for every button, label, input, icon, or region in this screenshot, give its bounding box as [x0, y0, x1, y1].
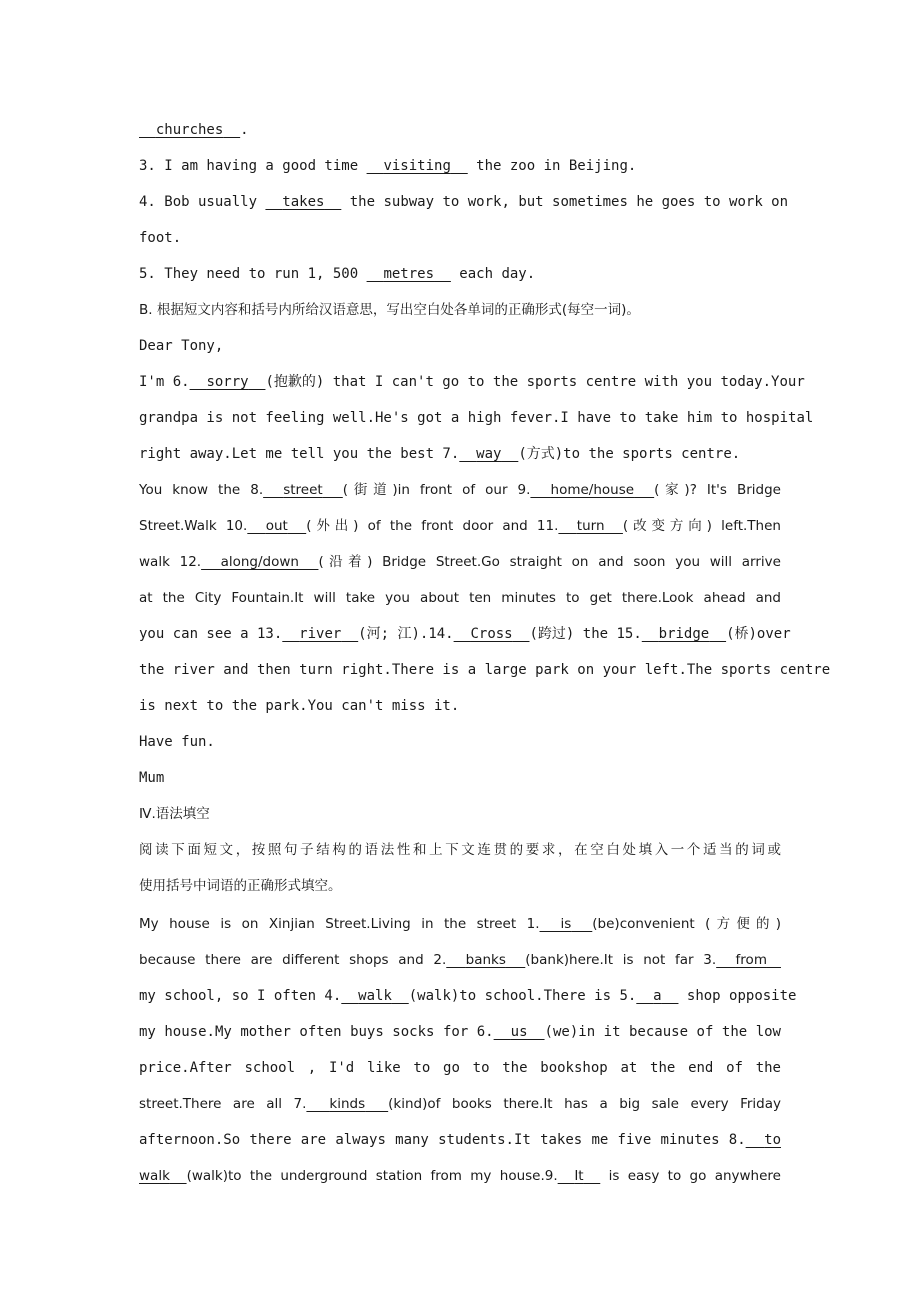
answer-blank: metres: [383, 266, 435, 282]
text-line: you can see a 13. river (河; 江).14. Cross (跨过) the 15. bridge (桥)over: [139, 626, 791, 642]
instruction-text: 使用括号中词语的正确形式填空。: [139, 878, 342, 894]
text-line: my house.My mother often buys socks for 6. us (we)in it because of the low: [139, 1024, 781, 1040]
text-line: I'm 6. sorry (抱歉的) that I can't go to the sports centre with you today.Your: [139, 374, 805, 390]
letter-closing: Have fun.: [139, 734, 215, 750]
text-line: because there are different shops and 2. banks (bank)here.It is not far 3. from: [139, 950, 781, 970]
letter-greeting: Dear Tony,: [139, 338, 224, 354]
instruction-text: 阅读下面短文，按照句子结构的语法性和上下文连贯的要求，在空白处填入一个适当的词或: [139, 842, 781, 858]
text-line: grandpa is not feeling well.He's got a high fever.I have to take him to hospital: [139, 410, 814, 426]
text-line: at the City Fountain.It will take you about ten minutes to get there.Look ahead and: [139, 590, 781, 606]
answer-blank: street: [283, 482, 323, 498]
answer-blank: home/house: [550, 482, 635, 498]
answer-blank: Cross: [470, 626, 513, 642]
text-line: You know the 8. street (街道)in front of our 9. home/house (家)? It's Bridge: [139, 482, 781, 498]
text-line: Street.Walk 10. out (外出) of the front door and 11. turn (改变方向) left.Then: [139, 518, 781, 534]
answer-blank: bridge: [658, 626, 710, 642]
text-line: is next to the park.You can't miss it.: [139, 698, 460, 714]
text-line: churches .: [139, 120, 781, 140]
text-line: afternoon.So there are always many students.It takes me five minutes 8. to: [139, 1132, 781, 1148]
answer-blank: along/down: [220, 554, 299, 570]
answer-blank: It: [574, 1168, 584, 1184]
answer-blank: churches: [155, 122, 224, 138]
answer-blank: visiting: [383, 158, 451, 174]
answer-blank: walk: [358, 988, 392, 1004]
answer-blank: sorry: [206, 374, 249, 390]
text-line: walk 12. along/down (沿着) Bridge Street.Go straight on and soon you will arrive: [139, 554, 781, 570]
section-heading: Ⅳ.语法填空: [139, 806, 210, 822]
answer-blank: banks: [465, 952, 506, 968]
answer-blank: to: [764, 1132, 781, 1148]
text-line: My house is on Xinjian Street.Living in the street 1. is (be)convenient (方便的): [139, 916, 781, 932]
text-line: walk (walk)to the underground station from my house.9. It is easy to go anywhere: [139, 1168, 781, 1184]
answer-blank: kinds: [329, 1096, 366, 1112]
section-heading: B. 根据短文内容和括号内所给汉语意思，写出空白处各单词的正确形式(每空一词)。: [139, 302, 640, 318]
text-line: foot.: [139, 230, 182, 246]
text-line: street.There are all 7. kinds (kind)of books there.It has a big sale every Friday: [139, 1096, 782, 1112]
text-line: right away.Let me tell you the best 7. way (方式)to the sports centre.: [139, 446, 741, 462]
answer-blank: way: [476, 446, 502, 462]
letter-signature: Mum: [139, 770, 165, 786]
text-line: the river and then turn right.There is a large park on your left.The sports centre: [139, 662, 831, 678]
text-line: 4. Bob usually takes the subway to work, but sometimes he goes to work on: [139, 194, 789, 210]
answer-blank: from: [735, 952, 767, 968]
answer-blank: a: [653, 988, 662, 1004]
answer-blank: is: [560, 916, 572, 932]
text-line: price.After school , I'd like to go to the bookshop at the end of the: [139, 1060, 781, 1076]
text-line: 5. They need to run 1, 500 metres each day.: [139, 266, 536, 282]
answer-blank: takes: [282, 194, 325, 210]
answer-blank: turn: [576, 518, 605, 534]
answer-blank: us: [510, 1024, 528, 1040]
text-line: 3. I am having a good time visiting the zoo in Beijing.: [139, 158, 637, 174]
answer-blank: out: [265, 518, 288, 534]
answer-blank: walk: [139, 1168, 170, 1184]
text-line: my school, so I often 4. walk (walk)to school.There is 5. a shop opposite: [139, 988, 797, 1004]
answer-blank: river: [299, 626, 342, 642]
